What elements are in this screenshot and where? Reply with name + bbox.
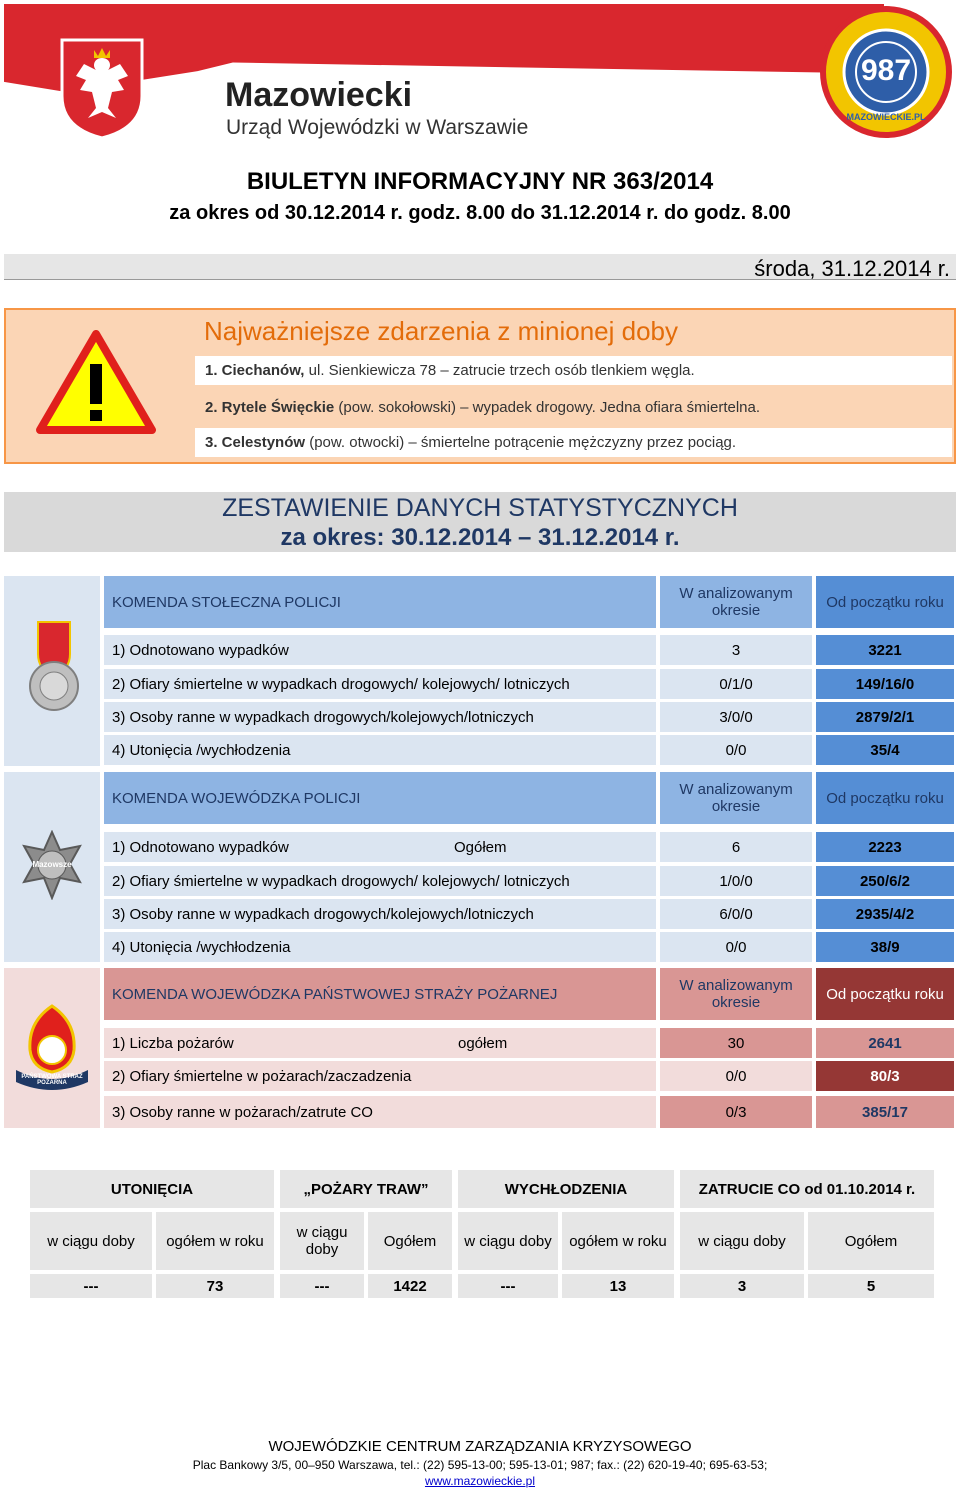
ksp-col-period: W analizowanym okresie	[660, 576, 812, 628]
kwp-name: KOMENDA WOJEWÓDZKA POLICJI	[104, 772, 656, 824]
kwp-row-label: 2) Ofiary śmiertelne w wypadkach drogowych/ kolejowych/ lotniczych	[104, 866, 656, 896]
footer-org: WOJEWÓDZKIE CENTRUM ZARZĄDZANIA KRYZYSOWEGO	[268, 1438, 692, 1455]
kwp-col-year: Od początku roku	[816, 772, 954, 824]
subhead-cell: Ogółem	[368, 1212, 452, 1270]
psp-row-period: 30	[660, 1028, 812, 1058]
kwp-row-period: 1/0/0	[660, 866, 812, 896]
kwp-row-year: 38/9	[816, 932, 954, 962]
group-co-poisoning: ZATRUCIE CO od 01.10.2014 r.	[680, 1170, 934, 1208]
group-grass-fires: „POŻARY TRAW”	[280, 1170, 452, 1208]
group-drowning: UTONIĘCIA	[30, 1170, 274, 1208]
kwp-row-period: 6/0/0	[660, 899, 812, 929]
value-cell: 5	[808, 1274, 934, 1298]
bulletin-period: za okres od 30.12.2014 r. godz. 8.00 do 31.12.2014 r. do godz. 8.00	[169, 202, 791, 224]
footer-address: Plac Bankowy 3/5, 00–950 Warszawa, tel.: (22) 595-13-00; 595-13-01; 987; fax.: (22) 620-19-40; 695-63-53;	[192, 1458, 768, 1472]
kwp-col-period: W analizowanym okresie	[660, 772, 812, 824]
event-item: 3. Celestynów (pow. otwocki) – śmiertelne potrącenie mężczyzny przez pociąg.	[195, 428, 952, 457]
kwp-row-year: 250/6/2	[816, 866, 954, 896]
eagle-emblem-icon	[58, 36, 146, 140]
footer-website-link[interactable]: www.mazowieckie.pl	[424, 1474, 536, 1488]
org-name: Mazowiecki	[225, 76, 413, 114]
kwp-row-label: 4) Utonięcia /wychłodzenia	[104, 932, 656, 962]
psp-row-year: 80/3	[816, 1061, 954, 1091]
badge-number: 987	[860, 54, 912, 87]
warning-icon	[36, 330, 156, 436]
ksp-row-period: 3/0/0	[660, 702, 812, 732]
org-subtitle: Urząd Wojewódzki w Warszawie	[226, 116, 529, 139]
event-item: 1. Ciechanów, ul. Sienkiewicza 78 – zatrucie trzech osób tlenkiem węgla.	[195, 356, 952, 385]
value-cell: ---	[30, 1274, 152, 1298]
ksp-row-label: 3) Osoby ranne w wypadkach drogowych/kolejowych/lotniczych	[104, 702, 656, 732]
psp-col-period: W analizowanym okresie	[660, 968, 812, 1020]
value-cell: 13	[562, 1274, 674, 1298]
event-item: 2. Rytele Święckie (pow. sokołowski) – wypadek drogowy. Jedna ofiara śmiertelna.	[205, 399, 761, 416]
events-title: Najważniejsze zdarzenia z minionej doby	[204, 316, 679, 346]
psp-row-label: 2) Ofiary śmiertelne w pożarach/zaczadzenia	[104, 1061, 656, 1091]
badge-url: MAZOWIECKIE.PL	[846, 112, 926, 122]
stats-title: ZESTAWIENIE DANYCH STATYSTYCZNYCH	[222, 494, 738, 522]
ksp-row-period: 3	[660, 635, 812, 665]
psp-col-year: Od początku roku	[816, 968, 954, 1020]
value-cell: 1422	[368, 1274, 452, 1298]
subhead-cell: Ogółem	[808, 1212, 934, 1270]
ksp-row-period: 0/0	[660, 735, 812, 765]
ksp-name: KOMENDA STOŁECZNA POLICJI	[104, 576, 656, 628]
ksp-row-year: 35/4	[816, 735, 954, 765]
subhead-cell: w ciągu doby	[680, 1212, 804, 1270]
ksp-row-period: 0/1/0	[660, 669, 812, 699]
stats-period: za okres: 30.12.2014 – 31.12.2014 r.	[280, 524, 680, 551]
subhead-cell: ogółem w roku	[156, 1212, 274, 1270]
crisis-center-badge-icon	[820, 6, 952, 138]
kwp-row-label: 1) Odnotowano wypadków	[104, 832, 656, 862]
kwp-row-period: 6	[660, 832, 812, 862]
police-star-badge-icon	[18, 830, 86, 900]
psp-badge-text: PAŃSTWOWA STRAŻ POŻARNA	[21, 1074, 83, 1086]
bulletin-date: środa, 31.12.2014 r.	[754, 256, 950, 281]
ksp-row-year: 149/16/0	[816, 669, 954, 699]
subhead-cell: w ciągu doby	[280, 1212, 364, 1270]
value-cell: 3	[680, 1274, 804, 1298]
subhead-cell: w ciągu doby	[30, 1212, 152, 1270]
police-badge-icon	[22, 620, 86, 712]
ksp-row-year: 2879/2/1	[816, 702, 954, 732]
kwp-badge-text: Mazowsze	[32, 860, 72, 869]
ksp-row-label: 1) Odnotowano wypadków	[104, 635, 656, 665]
value-cell: ---	[458, 1274, 558, 1298]
kwp-row-year: 2935/4/2	[816, 899, 954, 929]
psp-row-year: 385/17	[816, 1096, 954, 1128]
value-cell: ---	[280, 1274, 364, 1298]
ksp-col-year: Od początku roku	[816, 576, 954, 628]
psp-row-period: 0/3	[660, 1096, 812, 1128]
subhead-cell: ogółem w roku	[562, 1212, 674, 1270]
value-cell: 73	[156, 1274, 274, 1298]
kwp-row-label: 3) Osoby ranne w wypadkach drogowych/kolejowych/lotniczych	[104, 899, 656, 929]
kwp-row-year: 2223	[816, 832, 954, 862]
ksp-row-year: 3221	[816, 635, 954, 665]
ksp-row-label: 4) Utonięcia /wychłodzenia	[104, 735, 656, 765]
psp-row-year: 2641	[816, 1028, 954, 1058]
bulletin-title: BIULETYN INFORMACYJNY NR 363/2014	[246, 168, 714, 195]
kwp-row-sub: Ogółem	[454, 838, 507, 856]
psp-row-label: 3) Osoby ranne w pożarach/zatrute CO	[104, 1096, 656, 1128]
fire-brigade-badge-icon	[14, 1002, 90, 1092]
psp-row-label: 1) Liczba pożarów	[104, 1028, 656, 1058]
ksp-row-label: 2) Ofiary śmiertelne w wypadkach drogowych/ kolejowych/ lotniczych	[104, 669, 656, 699]
psp-row-sub: ogółem	[458, 1034, 508, 1052]
kwp-row-period: 0/0	[660, 932, 812, 962]
subhead-cell: w ciągu doby	[458, 1212, 558, 1270]
group-hypothermia: WYCHŁODZENIA	[458, 1170, 674, 1208]
psp-row-period: 0/0	[660, 1061, 812, 1091]
psp-name: KOMENDA WOJEWÓDZKA PAŃSTWOWEJ STRAŻY POŻARNEJ	[104, 968, 656, 1020]
